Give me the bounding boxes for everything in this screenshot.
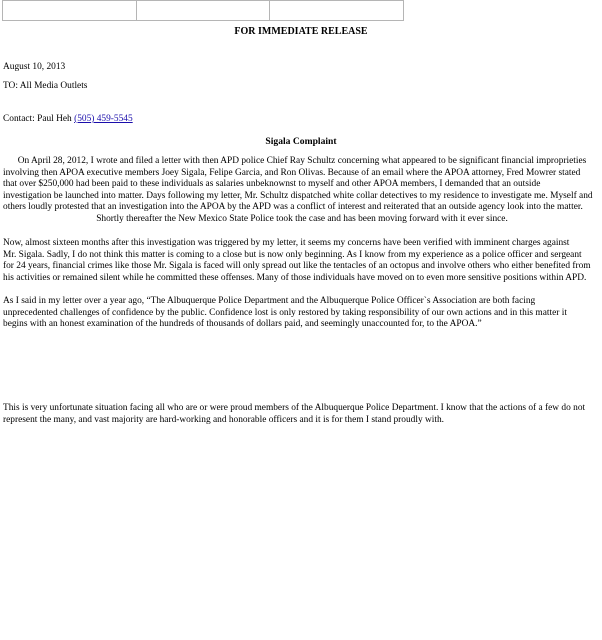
paragraph-line: begins with an honest examination of the hundreds of thousands of dollars paid, and seemingly unaccounted for, to the APOA.”	[3, 319, 482, 330]
paragraph-line: others loudly protested that an investigation into the APOA by the APD was a conflict of interest and reiterated that an outside agency look into the matter.	[3, 202, 583, 213]
paragraph-1	[3, 156, 601, 226]
paragraph-line: This is very unfortunate situation facing all who are or were proud members of the Albuquerque Police Department. I know that the actions of a few do not	[3, 403, 586, 413]
paragraph-line: for 24 years, financial crimes like those Mr. Sigala is faced will only spread out like the tentacles of an octopus and involve others who either benefited from	[3, 261, 591, 272]
paragraph-line: represent the many, and vast majority are hard-working and honorable officers and it is for them I stand proudly with.	[3, 414, 445, 425]
paragraph-line: As I said in my letter over a year ago, “The Albuquerque Police Department and the Albuquerque Police Officer`s Association are both facing	[3, 296, 536, 306]
paragraph-line: that over $250,000 had been paid to these individuals as salaries unbeknownst to myself and other APOA members, I demanded that an outside	[3, 179, 541, 190]
paragraph-line: his activities or remained silent while he committed these offenses. Many of those individuals have moved on to even more sensitive positions within APD.	[3, 272, 587, 283]
header-cell-2	[136, 1, 270, 21]
contact-label: Contact: Paul Heh	[3, 114, 75, 124]
release-date: August 10, 2013	[3, 62, 66, 72]
contact-phone-link[interactable]: (505) 459-5545	[74, 114, 133, 124]
document-subject: Sigala Complaint	[265, 136, 337, 147]
release-heading: FOR IMMEDIATE RELEASE	[234, 26, 368, 37]
paragraph-line: On April 28, 2012, I wrote and filed a letter with then APD police Chief Ray Schultz concerning what appeared to be significant financial improprieties	[17, 156, 587, 166]
contact-line	[3, 114, 133, 126]
paragraph-line: Mr. Sigala. Sadly, I do not think this matter is coming to a close but is now only beginning. As I know from my experience as a police officer and sergeant	[3, 249, 582, 260]
paragraph-line: involving then APOA executive members Joey Sigala, Felipe Garcia, and Ron Olivas. Because of an email where the APOA attorney, Fred Mowrer stated	[3, 167, 581, 178]
header-table	[2, 0, 404, 21]
paragraph-line: Now, almost sixteen months after this investigation was triggered by my letter, it seems my concerns have been verified with imminent charges against	[3, 238, 570, 248]
paragraph-line: unprecedented challenges of confidence by the public. Confidence lost is only restored by taking responsibility of our own actions and in this matter it	[3, 307, 567, 318]
paragraph-line: Shortly thereafter the New Mexico State Police took the case and has been moving forward with it ever since.	[96, 213, 508, 224]
header-cell-1	[3, 1, 137, 21]
paragraph-4	[3, 403, 601, 426]
header-cell-3	[270, 1, 404, 21]
paragraph-3	[3, 296, 601, 331]
paragraph-2	[3, 238, 601, 284]
paragraph-line: investigation be launched into matter. Days following my letter, Mr. Schultz dispatched white collar detectives to my residence to investigate me. Myself and	[3, 190, 593, 201]
to-line: TO: All Media Outlets	[3, 81, 88, 91]
